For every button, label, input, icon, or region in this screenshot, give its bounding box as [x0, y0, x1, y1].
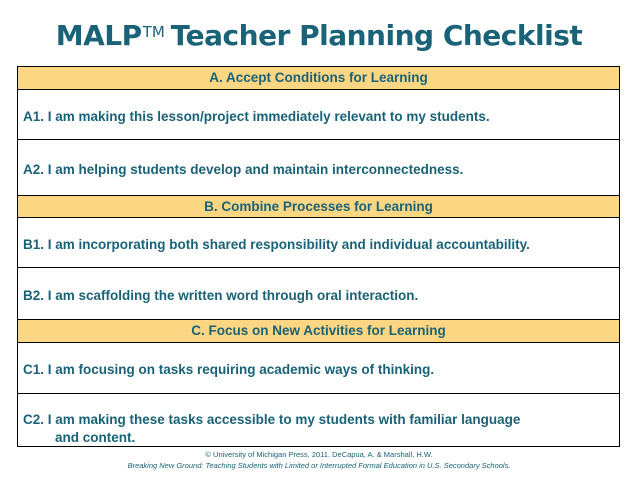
checklist-item-c2-line2: and content. [55, 430, 136, 445]
checklist-item-b1: B1. I am incorporating both shared responsibility and individual accountability. [18, 218, 619, 268]
section-header-a: A. Accept Conditions for Learning [18, 67, 619, 90]
copyright-footer: © University of Michigan Press, 2011. DeCapua, A. & Marshall, H.W. [205, 450, 433, 459]
citation-footer: Breaking New Ground: Teaching Students with Limited or Interrupted Formal Education in U.S. Secondary Schools. [127, 461, 511, 470]
page-title [0, 14, 638, 54]
checklist-item-a2: A2. I am helping students develop and maintain interconnectedness. [18, 140, 619, 196]
title-malp: MALP [55, 19, 142, 52]
title-rest: Teacher Planning Checklist [170, 19, 583, 52]
section-header-b: B. Combine Processes for Learning [18, 196, 619, 218]
checklist-item-c2-line1: C2. I am making these tasks accessible to my students with familiar language [23, 412, 521, 427]
checklist-table [17, 66, 620, 447]
checklist-item-c2 [18, 394, 619, 446]
checklist-item-a1: A1. I am making this lesson/project immediately relevant to my students. [18, 90, 619, 140]
section-header-c: C. Focus on New Activities for Learning [18, 320, 619, 343]
checklist-item-c1: C1. I am focusing on tasks requiring academic ways of thinking. [18, 343, 619, 394]
trademark-mark: TM [142, 23, 165, 41]
checklist-item-b2: B2. I am scaffolding the written word through oral interaction. [18, 268, 619, 320]
